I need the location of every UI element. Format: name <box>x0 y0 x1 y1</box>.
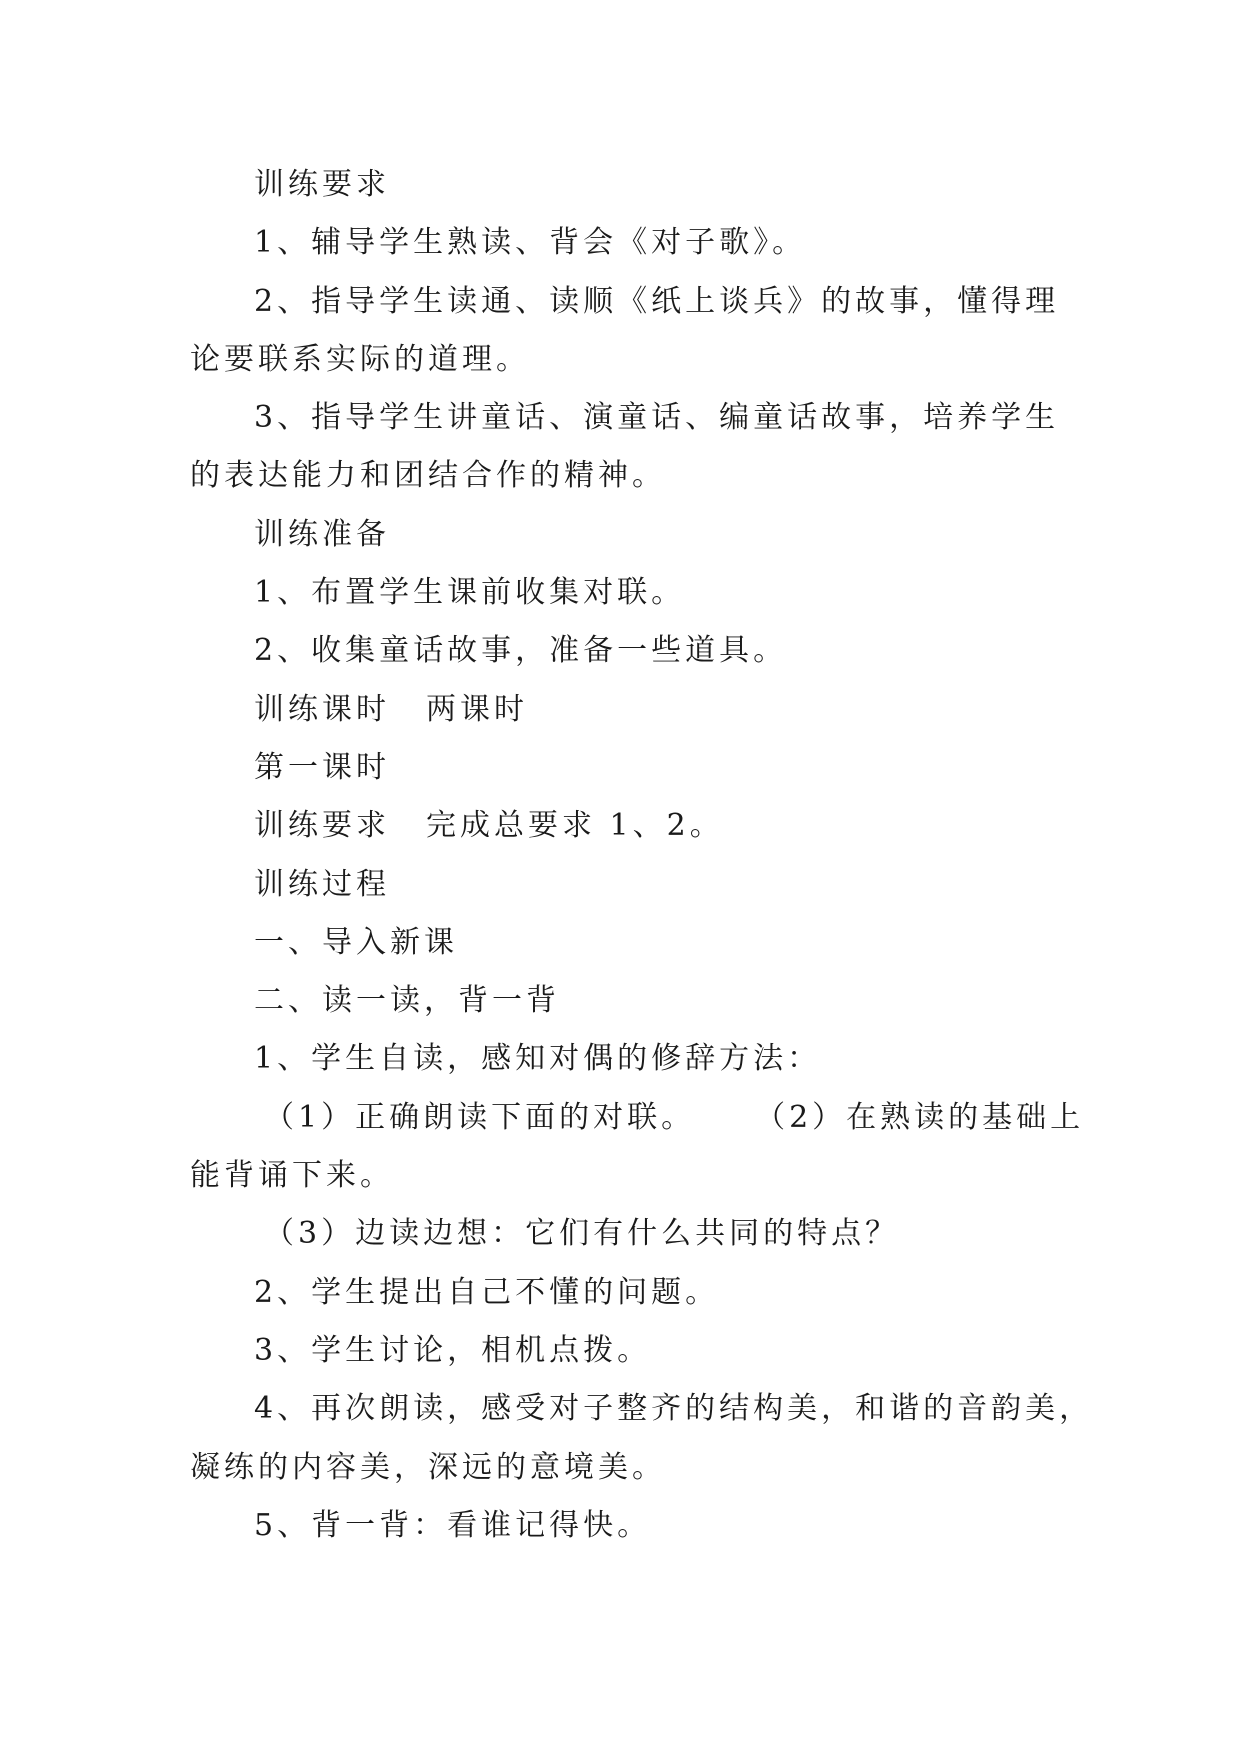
lesson-requirements-label: 训练要求 <box>254 808 390 844</box>
training-hours-line <box>190 681 1050 739</box>
paragraph-line: 4、再次朗读，感受对子整齐的结构美，和谐的音韵美， <box>254 1391 1094 1427</box>
section-heading-training-process: 训练过程 <box>254 866 390 902</box>
subitem-line <box>190 1089 1085 1147</box>
paragraph-line: 2、指导学生读通、读顺《纸上谈兵》的故事，懂得理 <box>254 283 1060 319</box>
paragraph-line: 的表达能力和团结合作的精神。 <box>190 458 666 494</box>
paragraph-line: 5、背一背：看谁记得快。 <box>254 1507 652 1543</box>
paragraph-line: 1、辅导学生熟读、背会《对子歌》。 <box>254 225 807 261</box>
subitem-1: （1）正确朗读下面的对联。 <box>264 1099 696 1135</box>
section-heading-training-preparation: 训练准备 <box>254 516 390 552</box>
paragraph-line: 能背诵下来。 <box>190 1158 394 1194</box>
section-heading-training-requirements: 训练要求 <box>254 167 390 202</box>
document-body <box>190 156 1094 1555</box>
step-heading: 一、导入新课 <box>254 924 458 960</box>
paragraph-line: 1、学生自读，感知对偶的修辞方法： <box>254 1041 822 1077</box>
paragraph-line: 3、学生讨论，相机点拨。 <box>254 1332 652 1368</box>
lesson-requirements-line <box>190 797 1050 855</box>
training-hours-value: 两课时 <box>426 691 528 727</box>
training-hours-label: 训练课时 <box>254 691 390 727</box>
lesson-requirements-value: 完成总要求 1、2。 <box>426 808 724 844</box>
paragraph-line: 凝练的内容美，深远的意境美。 <box>190 1449 666 1485</box>
subitem-3: （3）边读边想：它们有什么共同的特点？ <box>264 1216 900 1252</box>
lesson-heading: 第一课时 <box>254 749 390 785</box>
subitem-2: （2）在熟读的基础上 <box>755 1099 1085 1135</box>
step-heading: 二、读一读，背一背 <box>254 983 560 1019</box>
paragraph-line: 2、学生提出自己不懂的问题。 <box>254 1274 720 1310</box>
paragraph-line: 论要联系实际的道理。 <box>190 341 530 377</box>
paragraph-line: 1、布置学生课前收集对联。 <box>254 575 686 611</box>
paragraph-line: 2、收集童话故事，准备一些道具。 <box>254 633 788 669</box>
paragraph-line: 3、指导学生讲童话、演童话、编童话故事，培养学生 <box>254 400 1060 436</box>
